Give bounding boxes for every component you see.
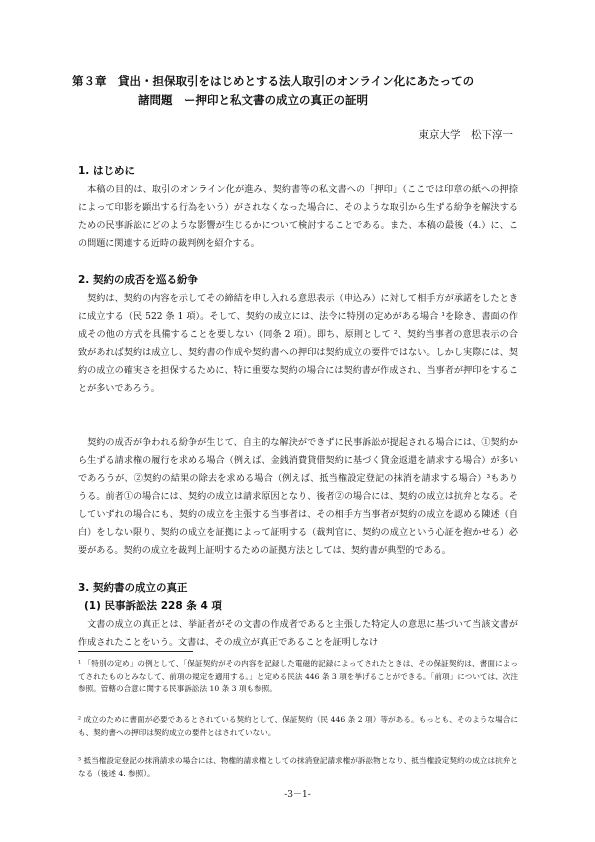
footnote-1: ¹ 「特別の定め」の例として、「保証契約がその内容を記録した電磁的記録によってされたときは、その保証契約は、書面によってされたものとみなして、前項の規定を適用する。」と定める民法 446 条 3 項を挙げることができる。「前項」については、次注参照。管轄の合意に関する民事訴訟法 10 条 3 項も参照。 [78, 659, 518, 693]
section-3-text: 文書の成立の真正とは、挙証者がその文書の作成者であると主張した特定人の意思に基づいて当該文書が作成されたことをいう。文書は、その成立が真正であることを証明しなけ [78, 620, 518, 648]
chapter-title-line2: 諸問題 ー押印と私文書の成立の真正の証明 [138, 93, 368, 107]
footnote-3: ³ 抵当権設定登記の抹消請求の場合には、物権的請求権としての抹消登記請求権が訴訟物となり、抵当権設定契約の成立は抗弁となる（後述 4. 参照）。 [78, 756, 518, 778]
section-3-heading: 3. 契約書の成立の真正 [78, 582, 188, 594]
chapter-title [72, 72, 532, 110]
section-2-text-2: 契約の成否が争われる紛争が生じて、自主的な解決ができずに民事訴訟が提起される場合には、①契約から生ずる請求権の履行を求める場合（例えば、金銭消費貸借契約に基づく貸金返還を請求する場合）が多いであろうが、②契約の結果の除去を求める場合（例えば、抵当権設定登記の抹消を請求する場合）³もありうる。前者①の場合には、契約の成立は請求原因となり、後者②の場合には、契約の成立は抗弁となる。そしていずれの場合にも、契約の成立を主張する当事者は、その相手方当事者が契約の成立を認める陳述（自白）をしない限り、契約の成立を証拠によって証明する（裁判官に、契約の成立という心証を抱かせる）必要がある。契約の成立を裁判上証明するための証拠方法としては、契約書が典型的である。 [78, 438, 518, 556]
chapter-title-line1: 第３章 貸出・担保取引をはじめとする法人取引のオンライン化にあたっての [72, 74, 475, 88]
section-2-heading: 2. 契約の成否を巡る紛争 [78, 274, 198, 286]
section-3-paragraph [78, 616, 518, 652]
section-2-paragraph-1 [78, 290, 518, 398]
section-3-subheading: (1) 民事訴訟法 228 条 4 項 [84, 600, 222, 612]
page-number: -3－1- [284, 790, 311, 800]
author-affiliation: 東京大学 松下淳一 [418, 129, 513, 141]
footnote-divider [78, 651, 193, 652]
section-2-paragraph-2 [78, 434, 518, 560]
footnote-2: ² 成立のために書面が必要であるとされている契約として、保証契約（民 446 条 2 項）等がある。もっとも、そのような場合にも、契約書への押印は契約成立の要件とはされていない。 [78, 715, 518, 737]
section-2-text-1: 契約は、契約の内容を示してその締結を申し入れる意思表示（申込み）に対して相手方が承諾をしたときに成立する（民 522 条 1 項）。そして、契約の成立には、法令に特別の定めがある場合 ¹を除き、書面の作成その他の方式を具備することを要しない（同条 2 項）。即ち、原則として ²、契約当事者の意思表示の合致があれば契約は成立し、契約書の作成や契約書への押印は契約成立の要件ではない。しかし実際には、契約の成立の確実さを担保するために、特に重要な契約の場合には契約書が作成され、当事者が押印をすることが多いであろう。 [78, 294, 518, 394]
section-1-heading: 1. はじめに [78, 165, 135, 177]
section-1-paragraph [78, 181, 518, 253]
section-1-text: 本稿の目的は、取引のオンライン化が進み、契約書等の私文書への「押印」（ここでは印章の紙への押捺によって印影を顕出する行為をいう）がされなくなった場合に、そのような取引から生ずる紛争を解決するための民事訴訟にどのような影響が生じるかについて検討することである。また、本稿の最後（4.）に、この問題に関連する近時の裁判例を紹介する。 [78, 185, 518, 249]
